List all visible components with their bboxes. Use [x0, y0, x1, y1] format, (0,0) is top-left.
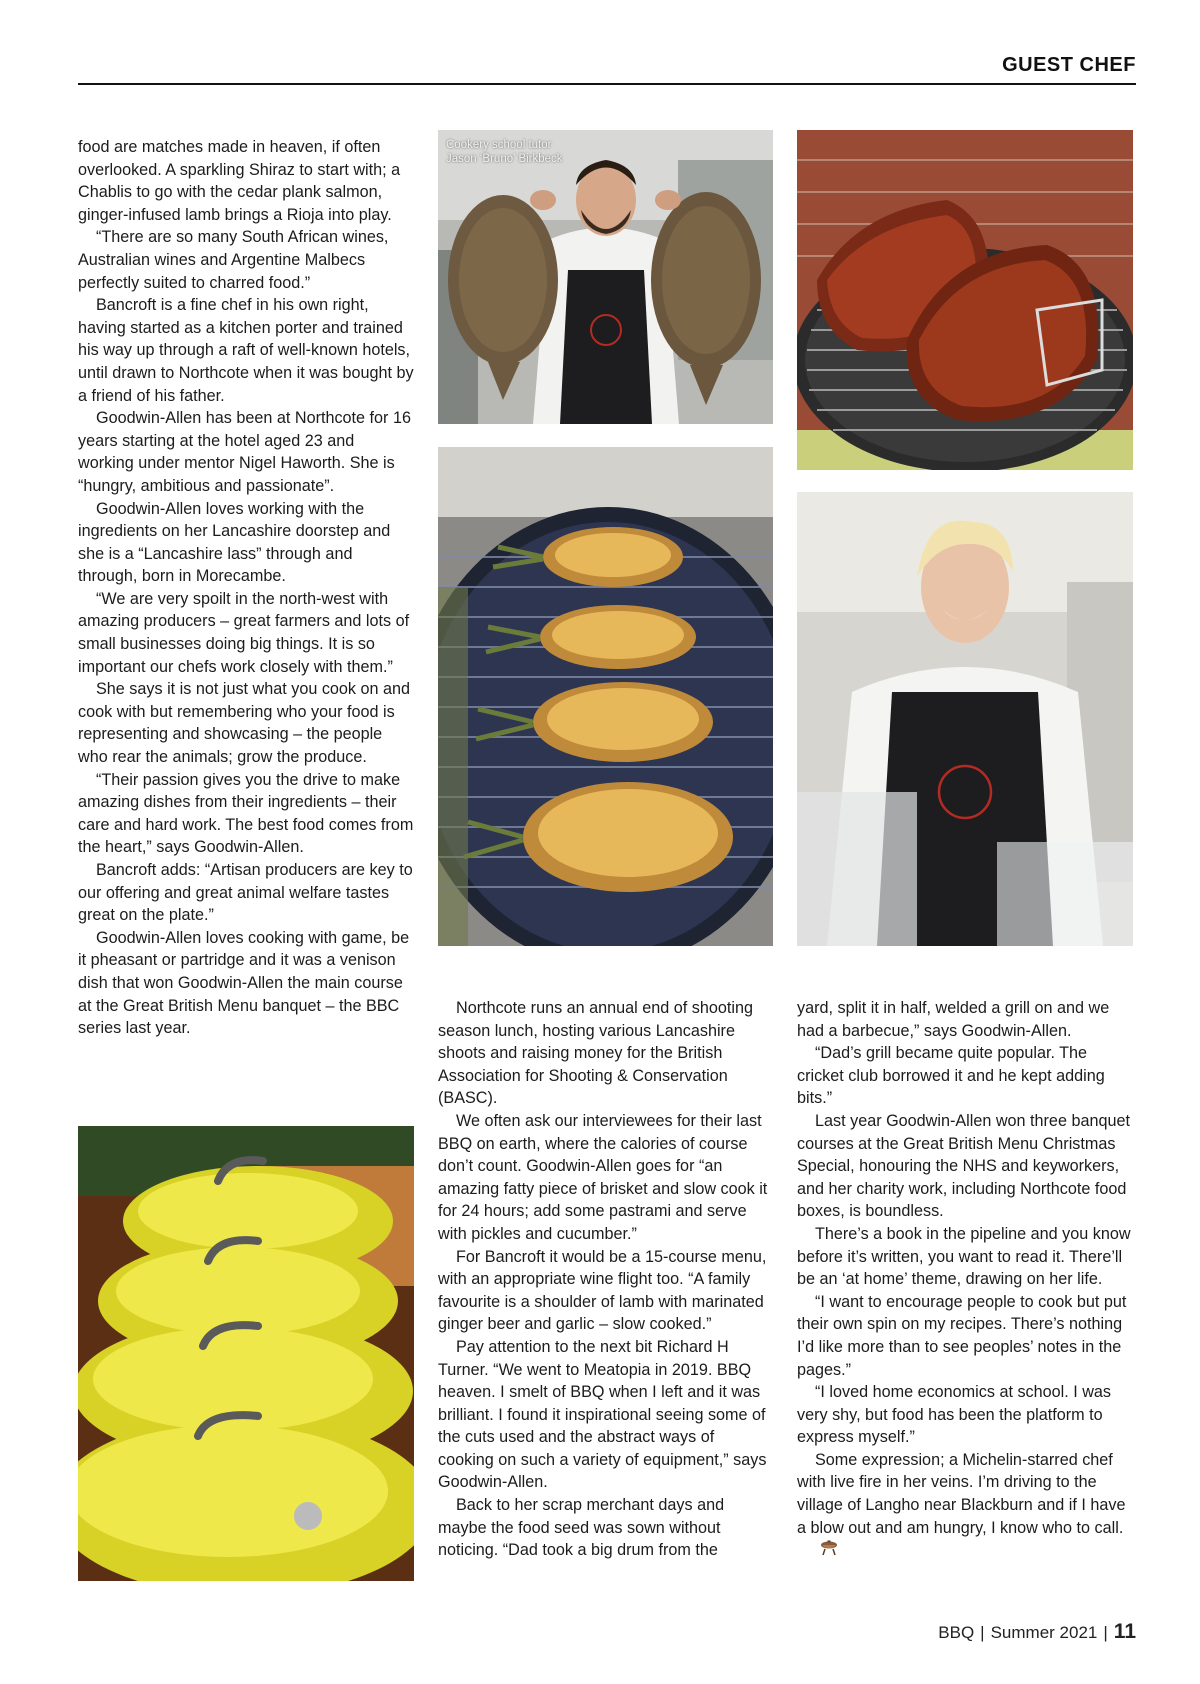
page-number: 11	[1113, 1620, 1136, 1643]
paragraph: Northcote runs an annual end of shooting season lunch, hosting various Lancashire shoots and raising money for the British Association for Shooting & Conservation (BASC).	[438, 999, 753, 1108]
paragraph: yard, split it in half, welded a grill on and we had a barbecue,” says Goodwin-Allen.	[797, 999, 1110, 1040]
paragraph: There’s a book in the pipeline and you know before it’s written, you want to read it. There’ll be an ‘at home’ theme, drawing on her life.	[797, 1224, 1131, 1289]
paragraph: Goodwin-Allen loves working with the ingredients on her Lancashire doorstep and she is a “Lancashire lass” through and through, born in Morecambe.	[78, 499, 391, 586]
section-label: GUEST CHEF	[1002, 54, 1136, 76]
photo-grilled-pineapples	[438, 447, 773, 946]
magazine-name: BBQ	[938, 1623, 975, 1642]
paragraph: Goodwin-Allen has been at Northcote for 16 years starting at the hotel aged 23 and working under mentor Nigel Haworth. She is “hungry, ambitious and passionate”.	[78, 409, 411, 495]
paragraph: Bancroft is a fine chef in his own right, having started as a kitchen porter and trained his way up through a raft of well-known hotels, until drawn to Northcote when it was bought by a friend of his father.	[78, 296, 414, 405]
photo-caption: Cookery school tutor Jason ‘Bruno’ Birkbeck	[446, 139, 563, 165]
photo-yellow-grills	[78, 1126, 414, 1581]
paragraph: “Their passion gives you the drive to make amazing dishes from their ingredients – their care and hard work. The best food comes from the heart,” says Goodwin-Allen.	[78, 770, 414, 857]
paragraph: Bancroft adds: “Artisan producers are key to our offering and great animal welfare tastes great on the plate.”	[78, 861, 413, 925]
paragraph: She says it is not just what you cook on and cook with but remembering who your food is representing and showcasing – the people who rear the animals; grow the produce.	[78, 680, 411, 767]
paragraph: Goodwin-Allen loves cooking with game, be it pheasant or partridge and it was a venison dish that won Goodwin-Allen the main course at the Great British Menu banquet – the BBC series last year.	[78, 928, 410, 1038]
paragraph: For Bancroft it would be a 15-course menu, with an appropriate wine flight too. “A family favourite is a shoulder of lamb with marinated ginger beer and garlic – slow cooked.”	[438, 1247, 767, 1334]
footer-divider: |	[980, 1623, 985, 1642]
bbq-end-icon	[801, 1540, 839, 1563]
header-rule	[78, 83, 1136, 85]
photo-ribs-on-grill	[797, 130, 1133, 470]
photo-chef-with-turbot	[438, 130, 773, 424]
paragraph: food are matches made in heaven, if often overlooked. A sparkling Shiraz to start with; a Chablis to go with the cedar plank salmon, ginger-infused lamb brings a Rioja into play.	[78, 138, 401, 224]
paragraph: Pay attention to the next bit Richard H Turner. “We went to Meatopia in 2019. BBQ heaven. I smelt of BBQ when I left and it was brilliant. I found it inspirational seeing some of the cuts used and the abstract ways of cooking on such a variety of equipment,” says Goodwin-Allen.	[438, 1337, 767, 1492]
issue-date: Summer 2021	[990, 1623, 1098, 1642]
paragraph: Last year Goodwin-Allen won three banquet courses at the Great British Menu Christmas Special, honouring the NHS and keyworkers, and her charity work, including Northcote food boxes, is boundless.	[797, 1111, 1130, 1221]
article-column-2	[438, 997, 774, 1562]
footer-divider: |	[1103, 1623, 1108, 1642]
paragraph: “Dad’s grill became quite popular. The cricket club borrowed it and he kept adding bits.”	[797, 1044, 1105, 1108]
paragraph-text: Some expression; a Michelin-starred chef with live fire in her veins. I’m driving to the village of Langho near Blackburn and if I have a blow out and am hungry, I know who to call.	[797, 1450, 1126, 1537]
article-column-1	[78, 136, 414, 1040]
paragraph	[797, 1449, 1133, 1562]
paragraph: “We are very spoilt in the north-west with amazing producers – great farmers and lots of small businesses doing big things. It is so important our chefs work closely with them.”	[78, 589, 410, 676]
paragraph: We often ask our interviewees for their last BBQ on earth, where the calories of course don’t count. Goodwin-Allen goes for “an amazing fatty piece of brisket and slow cook it for 24 hours; add some pastrami and serve with pickles and cucumber.”	[438, 1111, 768, 1243]
paragraph: Back to her scrap merchant days and maybe the food seed was sown without noticing. “Dad took a big drum from the	[438, 1496, 725, 1560]
paragraph: “There are so many South African wines, Australian wines and Argentine Malbecs perfectly suited to charred food.”	[78, 228, 389, 292]
article-column-3	[797, 997, 1133, 1562]
photo-chef-lisa	[797, 492, 1133, 946]
paragraph: “I want to encourage people to cook but put their own spin on my recipes. There’s nothing I’d like more than to see peoples’ notes in the pages.”	[797, 1292, 1127, 1379]
paragraph: “I loved home economics at school. I was very shy, but food has been the platform to express myself.”	[797, 1383, 1112, 1447]
page-footer	[938, 1620, 1136, 1644]
